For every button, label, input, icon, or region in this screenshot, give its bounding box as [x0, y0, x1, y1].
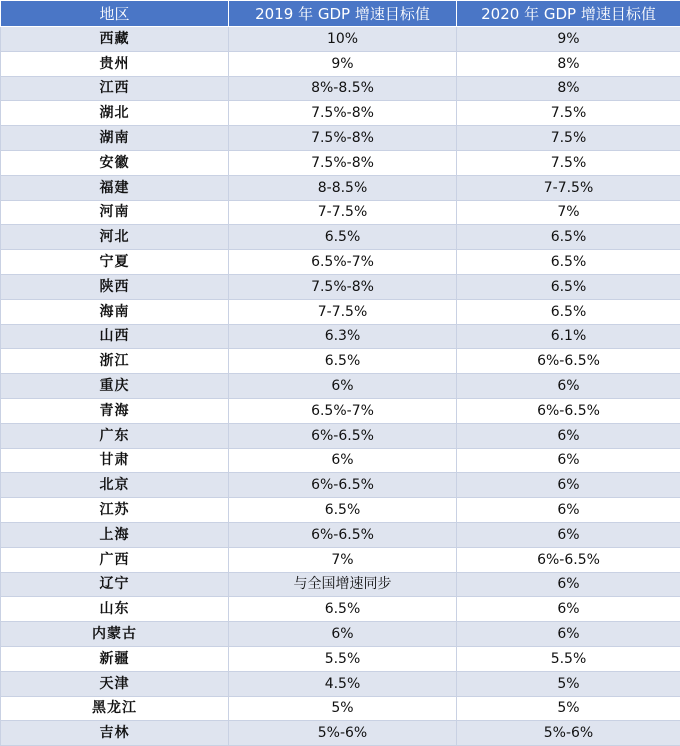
region-cell: 山东: [1, 597, 229, 622]
target-2019-cell: 6.5%: [229, 498, 457, 523]
target-2019-cell: 8-8.5%: [229, 175, 457, 200]
table-row: [1, 101, 680, 126]
target-2019-cell: 7.5%-8%: [229, 150, 457, 175]
target-2019-cell: 6%-6.5%: [229, 473, 457, 498]
table-row: [1, 498, 680, 523]
region-cell: 西藏: [1, 27, 229, 52]
target-2020-cell: 6%: [457, 448, 680, 473]
target-2020-cell: 6.5%: [457, 299, 680, 324]
target-2019-cell: 5.5%: [229, 646, 457, 671]
table-row: [1, 250, 680, 275]
region-cell: 宁夏: [1, 250, 229, 275]
target-2019-cell: 6.5%-7%: [229, 398, 457, 423]
table-row: [1, 423, 680, 448]
table-row: [1, 572, 680, 597]
region-cell: 河南: [1, 200, 229, 225]
region-cell: 山西: [1, 324, 229, 349]
target-2019-cell: 6%: [229, 448, 457, 473]
table-row: [1, 448, 680, 473]
region-cell: 江苏: [1, 498, 229, 523]
table-row: [1, 274, 680, 299]
table-row: [1, 51, 680, 76]
region-cell: 辽宁: [1, 572, 229, 597]
target-2020-cell: 6%-6.5%: [457, 349, 680, 374]
table-row: [1, 597, 680, 622]
region-cell: 北京: [1, 473, 229, 498]
region-cell: 河北: [1, 225, 229, 250]
target-2019-cell: 5%: [229, 696, 457, 721]
target-2019-cell: 6%-6.5%: [229, 522, 457, 547]
header-region: 地区: [1, 1, 229, 27]
table-row: [1, 349, 680, 374]
target-2020-cell: 6.5%: [457, 274, 680, 299]
target-2020-cell: 6%-6.5%: [457, 398, 680, 423]
target-2019-cell: 4.5%: [229, 671, 457, 696]
region-cell: 新疆: [1, 646, 229, 671]
table-row: [1, 622, 680, 647]
target-2020-cell: 5%-6%: [457, 721, 680, 746]
target-2020-cell: 6%: [457, 572, 680, 597]
target-2019-cell: 8%-8.5%: [229, 76, 457, 101]
target-2020-cell: 9%: [457, 27, 680, 52]
table-row: [1, 175, 680, 200]
table-row: [1, 76, 680, 101]
table-row: [1, 473, 680, 498]
table-row: [1, 646, 680, 671]
target-2020-cell: 7.5%: [457, 150, 680, 175]
target-2020-cell: 7%: [457, 200, 680, 225]
table-row: [1, 547, 680, 572]
region-cell: 浙江: [1, 349, 229, 374]
target-2019-cell: 6.5%: [229, 597, 457, 622]
table-row: [1, 200, 680, 225]
target-2020-cell: 8%: [457, 51, 680, 76]
region-cell: 湖北: [1, 101, 229, 126]
target-2020-cell: 6%: [457, 597, 680, 622]
table-row: [1, 696, 680, 721]
target-2019-cell: 与全国增速同步: [229, 572, 457, 597]
target-2020-cell: 6%: [457, 622, 680, 647]
table-row: [1, 374, 680, 399]
header-2019-target: 2019 年 GDP 增速目标值: [229, 1, 457, 27]
region-cell: 黑龙江: [1, 696, 229, 721]
target-2020-cell: 6.5%: [457, 250, 680, 275]
target-2019-cell: 7.5%-8%: [229, 101, 457, 126]
target-2019-cell: 6%: [229, 374, 457, 399]
table-row: [1, 398, 680, 423]
region-cell: 甘肃: [1, 448, 229, 473]
target-2019-cell: 7.5%-8%: [229, 126, 457, 151]
target-2020-cell: 7-7.5%: [457, 175, 680, 200]
target-2019-cell: 7%: [229, 547, 457, 572]
region-cell: 广西: [1, 547, 229, 572]
target-2019-cell: 7-7.5%: [229, 200, 457, 225]
target-2020-cell: 7.5%: [457, 101, 680, 126]
table-row: [1, 671, 680, 696]
target-2019-cell: 6.5%: [229, 349, 457, 374]
table-row: [1, 27, 680, 52]
region-cell: 上海: [1, 522, 229, 547]
table-row: [1, 299, 680, 324]
target-2020-cell: 7.5%: [457, 126, 680, 151]
target-2020-cell: 5%: [457, 696, 680, 721]
header-row: [1, 1, 680, 27]
target-2020-cell: 5.5%: [457, 646, 680, 671]
target-2020-cell: 6.5%: [457, 225, 680, 250]
region-cell: 青海: [1, 398, 229, 423]
target-2019-cell: 6%-6.5%: [229, 423, 457, 448]
header-2020-target: 2020 年 GDP 增速目标值: [457, 1, 680, 27]
region-cell: 安徽: [1, 150, 229, 175]
target-2019-cell: 9%: [229, 51, 457, 76]
table-row: [1, 150, 680, 175]
table-row: [1, 721, 680, 746]
target-2019-cell: 6.5%-7%: [229, 250, 457, 275]
region-cell: 海南: [1, 299, 229, 324]
target-2019-cell: 10%: [229, 27, 457, 52]
table-row: [1, 522, 680, 547]
region-cell: 湖南: [1, 126, 229, 151]
target-2020-cell: 6%: [457, 423, 680, 448]
target-2020-cell: 5%: [457, 671, 680, 696]
target-2020-cell: 6%: [457, 522, 680, 547]
table-row: [1, 324, 680, 349]
table-row: [1, 225, 680, 250]
region-cell: 广东: [1, 423, 229, 448]
target-2019-cell: 7.5%-8%: [229, 274, 457, 299]
region-cell: 福建: [1, 175, 229, 200]
target-2020-cell: 6%: [457, 498, 680, 523]
table-body: [1, 27, 680, 746]
target-2019-cell: 7-7.5%: [229, 299, 457, 324]
region-cell: 贵州: [1, 51, 229, 76]
region-cell: 天津: [1, 671, 229, 696]
target-2020-cell: 6.1%: [457, 324, 680, 349]
region-cell: 陕西: [1, 274, 229, 299]
target-2019-cell: 6%: [229, 622, 457, 647]
region-cell: 重庆: [1, 374, 229, 399]
target-2020-cell: 6%-6.5%: [457, 547, 680, 572]
region-cell: 吉林: [1, 721, 229, 746]
region-cell: 内蒙古: [1, 622, 229, 647]
target-2019-cell: 6.5%: [229, 225, 457, 250]
region-cell: 江西: [1, 76, 229, 101]
target-2020-cell: 6%: [457, 374, 680, 399]
target-2019-cell: 6.3%: [229, 324, 457, 349]
target-2020-cell: 8%: [457, 76, 680, 101]
table-row: [1, 126, 680, 151]
target-2020-cell: 6%: [457, 473, 680, 498]
target-2019-cell: 5%-6%: [229, 721, 457, 746]
